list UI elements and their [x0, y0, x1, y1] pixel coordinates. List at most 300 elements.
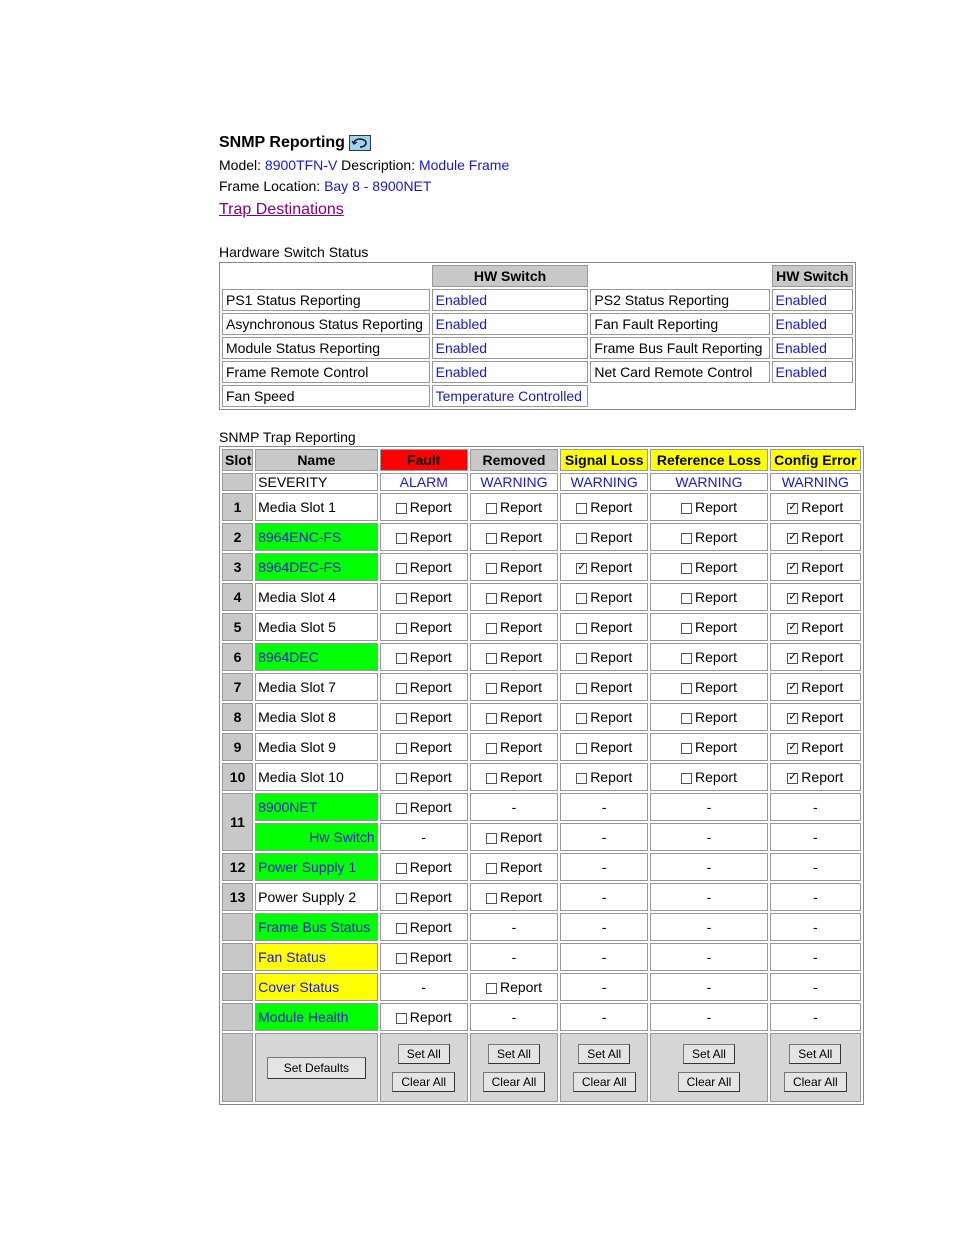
report-checkbox[interactable]	[396, 503, 407, 514]
report-label: Report	[801, 619, 844, 635]
clear-all-reference-loss-button[interactable]: Clear All	[678, 1072, 741, 1092]
report-checkbox[interactable]	[681, 653, 692, 664]
report-cell-fault[interactable]	[380, 493, 468, 521]
not-applicable-dash: -	[470, 913, 558, 941]
report-label: Report	[801, 709, 844, 725]
report-checkbox[interactable]	[396, 713, 407, 724]
report-cell-fault[interactable]	[380, 613, 468, 641]
not-applicable-dash: -	[770, 823, 861, 851]
report-label: Report	[409, 949, 452, 965]
hw-status-table	[219, 262, 856, 410]
report-label: Report	[694, 619, 737, 635]
slot-number: 10	[222, 763, 253, 791]
report-cell-reference-loss[interactable]	[650, 763, 767, 791]
report-checkbox[interactable]	[787, 713, 798, 724]
report-cell-config-error[interactable]	[770, 613, 861, 641]
report-cell-fault[interactable]	[380, 673, 468, 701]
report-cell-fault[interactable]	[380, 793, 468, 821]
report-label: Report	[590, 529, 633, 545]
report-cell-config-error[interactable]	[770, 583, 861, 611]
report-cell-fault[interactable]	[380, 943, 468, 971]
not-applicable-dash: -	[470, 793, 558, 821]
report-label: Report	[499, 739, 542, 755]
report-cell-reference-loss[interactable]	[650, 523, 767, 551]
report-cell-reference-loss[interactable]	[650, 703, 767, 731]
hw-value: Temperature Controlled	[432, 385, 589, 407]
bulk-buttons-removed	[470, 1033, 558, 1102]
not-applicable-dash: -	[470, 943, 558, 971]
report-label: Report	[499, 589, 542, 605]
report-checkbox[interactable]	[576, 653, 587, 664]
report-cell-fault[interactable]	[380, 583, 468, 611]
slot-number	[222, 1003, 253, 1031]
report-cell-fault[interactable]	[380, 553, 468, 581]
report-label: Report	[499, 529, 542, 545]
col-header-removed: Removed	[470, 449, 558, 471]
report-cell-removed[interactable]	[470, 973, 558, 1001]
col-header-reference-loss: Reference Loss	[650, 449, 767, 471]
location-line	[219, 176, 509, 197]
report-checkbox[interactable]	[787, 773, 798, 784]
refresh-icon[interactable]	[349, 135, 371, 151]
report-checkbox[interactable]	[787, 563, 798, 574]
report-cell-config-error[interactable]	[770, 523, 861, 551]
report-checkbox[interactable]	[486, 683, 497, 694]
report-checkbox[interactable]	[787, 743, 798, 754]
report-label: Report	[694, 679, 737, 695]
not-applicable-dash: -	[650, 793, 767, 821]
report-checkbox[interactable]	[787, 533, 798, 544]
report-cell-fault[interactable]	[380, 1003, 468, 1031]
button-row	[222, 1033, 861, 1102]
report-cell-fault[interactable]	[380, 523, 468, 551]
hw-value: Enabled	[772, 361, 853, 383]
table-row	[222, 643, 861, 671]
not-applicable-dash: -	[650, 973, 767, 1001]
report-label: Report	[801, 679, 844, 695]
report-label: Report	[409, 739, 452, 755]
not-applicable-dash: -	[770, 943, 861, 971]
report-label: Report	[694, 769, 737, 785]
report-cell-config-error[interactable]	[770, 733, 861, 761]
report-checkbox[interactable]	[396, 563, 407, 574]
report-label: Report	[499, 979, 542, 995]
set-defaults-cell	[255, 1033, 377, 1102]
slot-number	[222, 973, 253, 1001]
report-checkbox[interactable]	[486, 653, 497, 664]
report-checkbox[interactable]	[486, 503, 497, 514]
slot-name: Hw Switch	[255, 823, 377, 851]
report-cell-reference-loss[interactable]	[650, 643, 767, 671]
report-cell-fault[interactable]	[380, 883, 468, 911]
not-applicable-dash: -	[650, 1003, 767, 1031]
model-value: 8900TFN-V	[264, 157, 338, 173]
report-cell-removed[interactable]	[470, 883, 558, 911]
set-all-config-error-button[interactable]: Set All	[789, 1044, 841, 1064]
not-applicable-dash: -	[560, 943, 648, 971]
not-applicable-dash: -	[770, 1003, 861, 1031]
col-header-config-error: Config Error	[770, 449, 861, 471]
report-label: Report	[590, 709, 633, 725]
table-row	[222, 913, 861, 941]
report-cell-signal-loss[interactable]	[560, 493, 648, 521]
report-label: Report	[801, 529, 844, 545]
trap-reporting-title: SNMP Trap Reporting	[219, 429, 356, 445]
report-checkbox[interactable]	[486, 593, 497, 604]
report-checkbox[interactable]	[486, 623, 497, 634]
report-checkbox[interactable]	[576, 533, 587, 544]
report-cell-signal-loss[interactable]	[560, 763, 648, 791]
clear-all-removed-button[interactable]: Clear All	[483, 1072, 546, 1092]
hw-label: PS1 Status Reporting	[222, 289, 430, 311]
report-checkbox[interactable]	[576, 683, 587, 694]
report-label: Report	[409, 679, 452, 695]
report-cell-removed[interactable]	[470, 553, 558, 581]
slot-name: Media Slot 8	[255, 703, 377, 731]
report-checkbox[interactable]	[787, 503, 798, 514]
hw-empty-cell	[590, 385, 769, 407]
slot-name: Media Slot 1	[255, 493, 377, 521]
report-cell-removed[interactable]	[470, 823, 558, 851]
not-applicable-dash: -	[470, 1003, 558, 1031]
report-label: Report	[590, 619, 633, 635]
not-applicable-dash: -	[560, 1003, 648, 1031]
severity-signal-loss: WARNING	[560, 473, 648, 491]
report-label: Report	[590, 649, 633, 665]
slot-name: Media Slot 4	[255, 583, 377, 611]
severity-fault: ALARM	[380, 473, 468, 491]
report-checkbox[interactable]	[396, 743, 407, 754]
report-checkbox[interactable]	[576, 593, 587, 604]
location-label: Frame Location:	[219, 178, 321, 194]
report-label: Report	[409, 889, 452, 905]
report-checkbox[interactable]	[787, 623, 798, 634]
hw-value: Enabled	[432, 289, 589, 311]
slot-number	[222, 943, 253, 971]
report-label: Report	[499, 679, 542, 695]
set-all-signal-loss-button[interactable]: Set All	[578, 1044, 630, 1064]
button-row-slot-cell	[222, 1033, 253, 1102]
report-checkbox[interactable]	[486, 713, 497, 724]
report-checkbox[interactable]	[396, 683, 407, 694]
hw-value: Enabled	[432, 313, 589, 335]
report-checkbox[interactable]	[787, 653, 798, 664]
report-cell-removed[interactable]	[470, 523, 558, 551]
not-applicable-dash: -	[650, 883, 767, 911]
bulk-buttons-signal-loss	[560, 1033, 648, 1102]
report-cell-signal-loss[interactable]	[560, 673, 648, 701]
report-cell-fault[interactable]	[380, 643, 468, 671]
report-cell-signal-loss[interactable]	[560, 733, 648, 761]
slot-name: Module Health	[255, 1003, 377, 1031]
report-label: Report	[694, 589, 737, 605]
report-cell-reference-loss[interactable]	[650, 613, 767, 641]
report-label: Report	[801, 739, 844, 755]
report-label: Report	[590, 769, 633, 785]
report-cell-signal-loss[interactable]	[560, 703, 648, 731]
not-applicable-dash: -	[770, 883, 861, 911]
report-cell-config-error[interactable]	[770, 553, 861, 581]
hw-empty-cell	[772, 385, 853, 407]
hw-value: Enabled	[772, 289, 853, 311]
not-applicable-dash: -	[650, 823, 767, 851]
set-all-fault-button[interactable]: Set All	[398, 1044, 450, 1064]
report-checkbox[interactable]	[486, 533, 497, 544]
severity-reference-loss: WARNING	[650, 473, 767, 491]
report-checkbox[interactable]	[681, 623, 692, 634]
not-applicable-dash: -	[560, 883, 648, 911]
table-row	[222, 673, 861, 701]
report-cell-fault[interactable]	[380, 703, 468, 731]
model-label: Model:	[219, 157, 262, 173]
severity-removed: WARNING	[470, 473, 558, 491]
severity-slot-cell	[222, 473, 253, 491]
not-applicable-dash: -	[770, 973, 861, 1001]
report-checkbox[interactable]	[576, 743, 587, 754]
bulk-buttons-config-error	[770, 1033, 861, 1102]
table-row	[222, 1003, 861, 1031]
not-applicable-dash: -	[560, 973, 648, 1001]
report-cell-config-error[interactable]	[770, 763, 861, 791]
table-row	[222, 703, 861, 731]
col-header-signal-loss: Signal Loss	[560, 449, 648, 471]
report-label: Report	[499, 859, 542, 875]
report-cell-signal-loss[interactable]	[560, 643, 648, 671]
report-label: Report	[499, 649, 542, 665]
clear-all-signal-loss-button[interactable]: Clear All	[573, 1072, 636, 1092]
report-checkbox[interactable]	[396, 533, 407, 544]
table-row	[222, 763, 861, 791]
report-checkbox[interactable]	[396, 923, 407, 934]
report-cell-removed[interactable]	[470, 733, 558, 761]
set-defaults-button[interactable]: Set Defaults	[267, 1057, 366, 1079]
trap-destinations-link[interactable]: Trap Destinations	[219, 201, 344, 218]
report-checkbox[interactable]	[787, 683, 798, 694]
report-checkbox[interactable]	[396, 653, 407, 664]
report-checkbox[interactable]	[396, 593, 407, 604]
slot-name: Cover Status	[255, 973, 377, 1001]
report-label: Report	[694, 529, 737, 545]
table-row	[222, 613, 861, 641]
slot-number: 9	[222, 733, 253, 761]
report-checkbox[interactable]	[576, 773, 587, 784]
table-row	[222, 823, 861, 851]
hw-label: Fan Speed	[222, 385, 430, 407]
report-label: Report	[409, 859, 452, 875]
not-applicable-dash: -	[560, 913, 648, 941]
report-cell-signal-loss[interactable]	[560, 613, 648, 641]
report-checkbox[interactable]	[576, 623, 587, 634]
slot-number: 6	[222, 643, 253, 671]
report-cell-fault[interactable]	[380, 913, 468, 941]
hw-status-title: Hardware Switch Status	[219, 244, 369, 260]
report-label: Report	[590, 559, 633, 575]
report-cell-removed[interactable]	[470, 763, 558, 791]
slot-number: 5	[222, 613, 253, 641]
report-checkbox[interactable]	[486, 983, 497, 994]
slot-name: Media Slot 10	[255, 763, 377, 791]
not-applicable-dash: -	[770, 853, 861, 881]
slot-name: 8964DEC	[255, 643, 377, 671]
set-all-removed-button[interactable]: Set All	[488, 1044, 540, 1064]
description-label: Description:	[341, 157, 416, 173]
report-label: Report	[499, 769, 542, 785]
table-row	[222, 883, 861, 911]
report-cell-config-error[interactable]	[770, 703, 861, 731]
trap-reporting-table	[219, 446, 864, 1105]
slot-name: 8964DEC-FS	[255, 553, 377, 581]
report-label: Report	[590, 739, 633, 755]
report-label: Report	[409, 799, 452, 815]
slot-name: Media Slot 9	[255, 733, 377, 761]
report-cell-fault[interactable]	[380, 853, 468, 881]
report-checkbox[interactable]	[681, 533, 692, 544]
report-cell-reference-loss[interactable]	[650, 583, 767, 611]
hw-value: Enabled	[432, 337, 589, 359]
hw-label: PS2 Status Reporting	[590, 289, 769, 311]
report-cell-removed[interactable]	[470, 643, 558, 671]
col-header-slot: Slot	[222, 449, 253, 471]
table-row	[222, 733, 861, 761]
report-cell-config-error[interactable]	[770, 493, 861, 521]
report-checkbox[interactable]	[486, 863, 497, 874]
report-label: Report	[499, 889, 542, 905]
report-label: Report	[801, 499, 844, 515]
report-checkbox[interactable]	[486, 773, 497, 784]
report-checkbox[interactable]	[681, 683, 692, 694]
report-cell-removed[interactable]	[470, 613, 558, 641]
report-label: Report	[590, 589, 633, 605]
table-row	[222, 943, 861, 971]
report-label: Report	[694, 499, 737, 515]
slot-name: Fan Status	[255, 943, 377, 971]
slot-number: 11	[222, 793, 253, 851]
report-cell-signal-loss[interactable]	[560, 583, 648, 611]
report-checkbox[interactable]	[681, 773, 692, 784]
report-checkbox[interactable]	[396, 1013, 407, 1024]
report-cell-reference-loss[interactable]	[650, 733, 767, 761]
report-checkbox[interactable]	[576, 713, 587, 724]
location-value: Bay 8 - 8900NET	[324, 178, 432, 194]
table-row	[222, 973, 861, 1001]
slot-number: 4	[222, 583, 253, 611]
hw-column-header: HW Switch	[772, 265, 853, 287]
col-header-name: Name	[255, 449, 377, 471]
report-checkbox[interactable]	[486, 833, 497, 844]
report-checkbox[interactable]	[681, 503, 692, 514]
slot-number: 2	[222, 523, 253, 551]
bulk-buttons-fault	[380, 1033, 468, 1102]
bulk-buttons-reference-loss	[650, 1033, 767, 1102]
report-checkbox[interactable]	[681, 563, 692, 574]
severity-config-error: WARNING	[770, 473, 861, 491]
report-cell-removed[interactable]	[470, 673, 558, 701]
slot-number	[222, 913, 253, 941]
report-checkbox[interactable]	[681, 743, 692, 754]
report-checkbox[interactable]	[787, 593, 798, 604]
slot-number: 8	[222, 703, 253, 731]
report-checkbox[interactable]	[681, 593, 692, 604]
report-label: Report	[409, 529, 452, 545]
report-cell-config-error[interactable]	[770, 643, 861, 671]
report-label: Report	[409, 1009, 452, 1025]
hw-header-blank	[590, 265, 769, 287]
table-row	[222, 853, 861, 881]
slot-number: 13	[222, 883, 253, 911]
report-checkbox[interactable]	[396, 773, 407, 784]
report-checkbox[interactable]	[396, 863, 407, 874]
report-label: Report	[499, 709, 542, 725]
report-label: Report	[409, 769, 452, 785]
report-label: Report	[694, 649, 737, 665]
report-cell-fault[interactable]	[380, 763, 468, 791]
slot-name: Power Supply 2	[255, 883, 377, 911]
report-cell-reference-loss[interactable]	[650, 673, 767, 701]
slot-name: Media Slot 7	[255, 673, 377, 701]
hw-header-blank	[222, 265, 430, 287]
report-checkbox[interactable]	[576, 563, 587, 574]
report-checkbox[interactable]	[396, 623, 407, 634]
clear-all-fault-button[interactable]: Clear All	[392, 1072, 455, 1092]
report-cell-removed[interactable]	[470, 853, 558, 881]
report-checkbox[interactable]	[486, 893, 497, 904]
report-checkbox[interactable]	[396, 893, 407, 904]
report-label: Report	[801, 559, 844, 575]
report-checkbox[interactable]	[396, 953, 407, 964]
report-cell-signal-loss[interactable]	[560, 523, 648, 551]
model-line	[219, 155, 509, 176]
slot-number: 3	[222, 553, 253, 581]
report-label: Report	[409, 919, 452, 935]
not-applicable-dash: -	[650, 943, 767, 971]
not-applicable-dash: -	[380, 823, 468, 851]
report-cell-removed[interactable]	[470, 493, 558, 521]
set-all-reference-loss-button[interactable]: Set All	[683, 1044, 735, 1064]
slot-name: 8900NET	[255, 793, 377, 821]
report-label: Report	[694, 739, 737, 755]
report-checkbox[interactable]	[486, 563, 497, 574]
not-applicable-dash: -	[380, 973, 468, 1001]
not-applicable-dash: -	[560, 823, 648, 851]
report-cell-reference-loss[interactable]	[650, 553, 767, 581]
report-checkbox[interactable]	[681, 713, 692, 724]
report-cell-reference-loss[interactable]	[650, 493, 767, 521]
report-label: Report	[499, 499, 542, 515]
slot-number: 7	[222, 673, 253, 701]
report-checkbox[interactable]	[486, 743, 497, 754]
report-cell-signal-loss[interactable]	[560, 553, 648, 581]
report-checkbox[interactable]	[396, 803, 407, 814]
slot-name: Media Slot 5	[255, 613, 377, 641]
report-label: Report	[409, 499, 452, 515]
report-label: Report	[499, 619, 542, 635]
clear-all-config-error-button[interactable]: Clear All	[784, 1072, 847, 1092]
table-row	[222, 493, 861, 521]
report-cell-removed[interactable]	[470, 583, 558, 611]
table-row	[222, 793, 861, 821]
hw-value: Enabled	[432, 361, 589, 383]
report-label: Report	[409, 589, 452, 605]
table-row	[222, 523, 861, 551]
report-label: Report	[409, 619, 452, 635]
report-checkbox[interactable]	[576, 503, 587, 514]
not-applicable-dash: -	[770, 913, 861, 941]
not-applicable-dash: -	[560, 793, 648, 821]
report-cell-fault[interactable]	[380, 733, 468, 761]
report-cell-config-error[interactable]	[770, 673, 861, 701]
report-cell-removed[interactable]	[470, 703, 558, 731]
report-label: Report	[694, 559, 737, 575]
